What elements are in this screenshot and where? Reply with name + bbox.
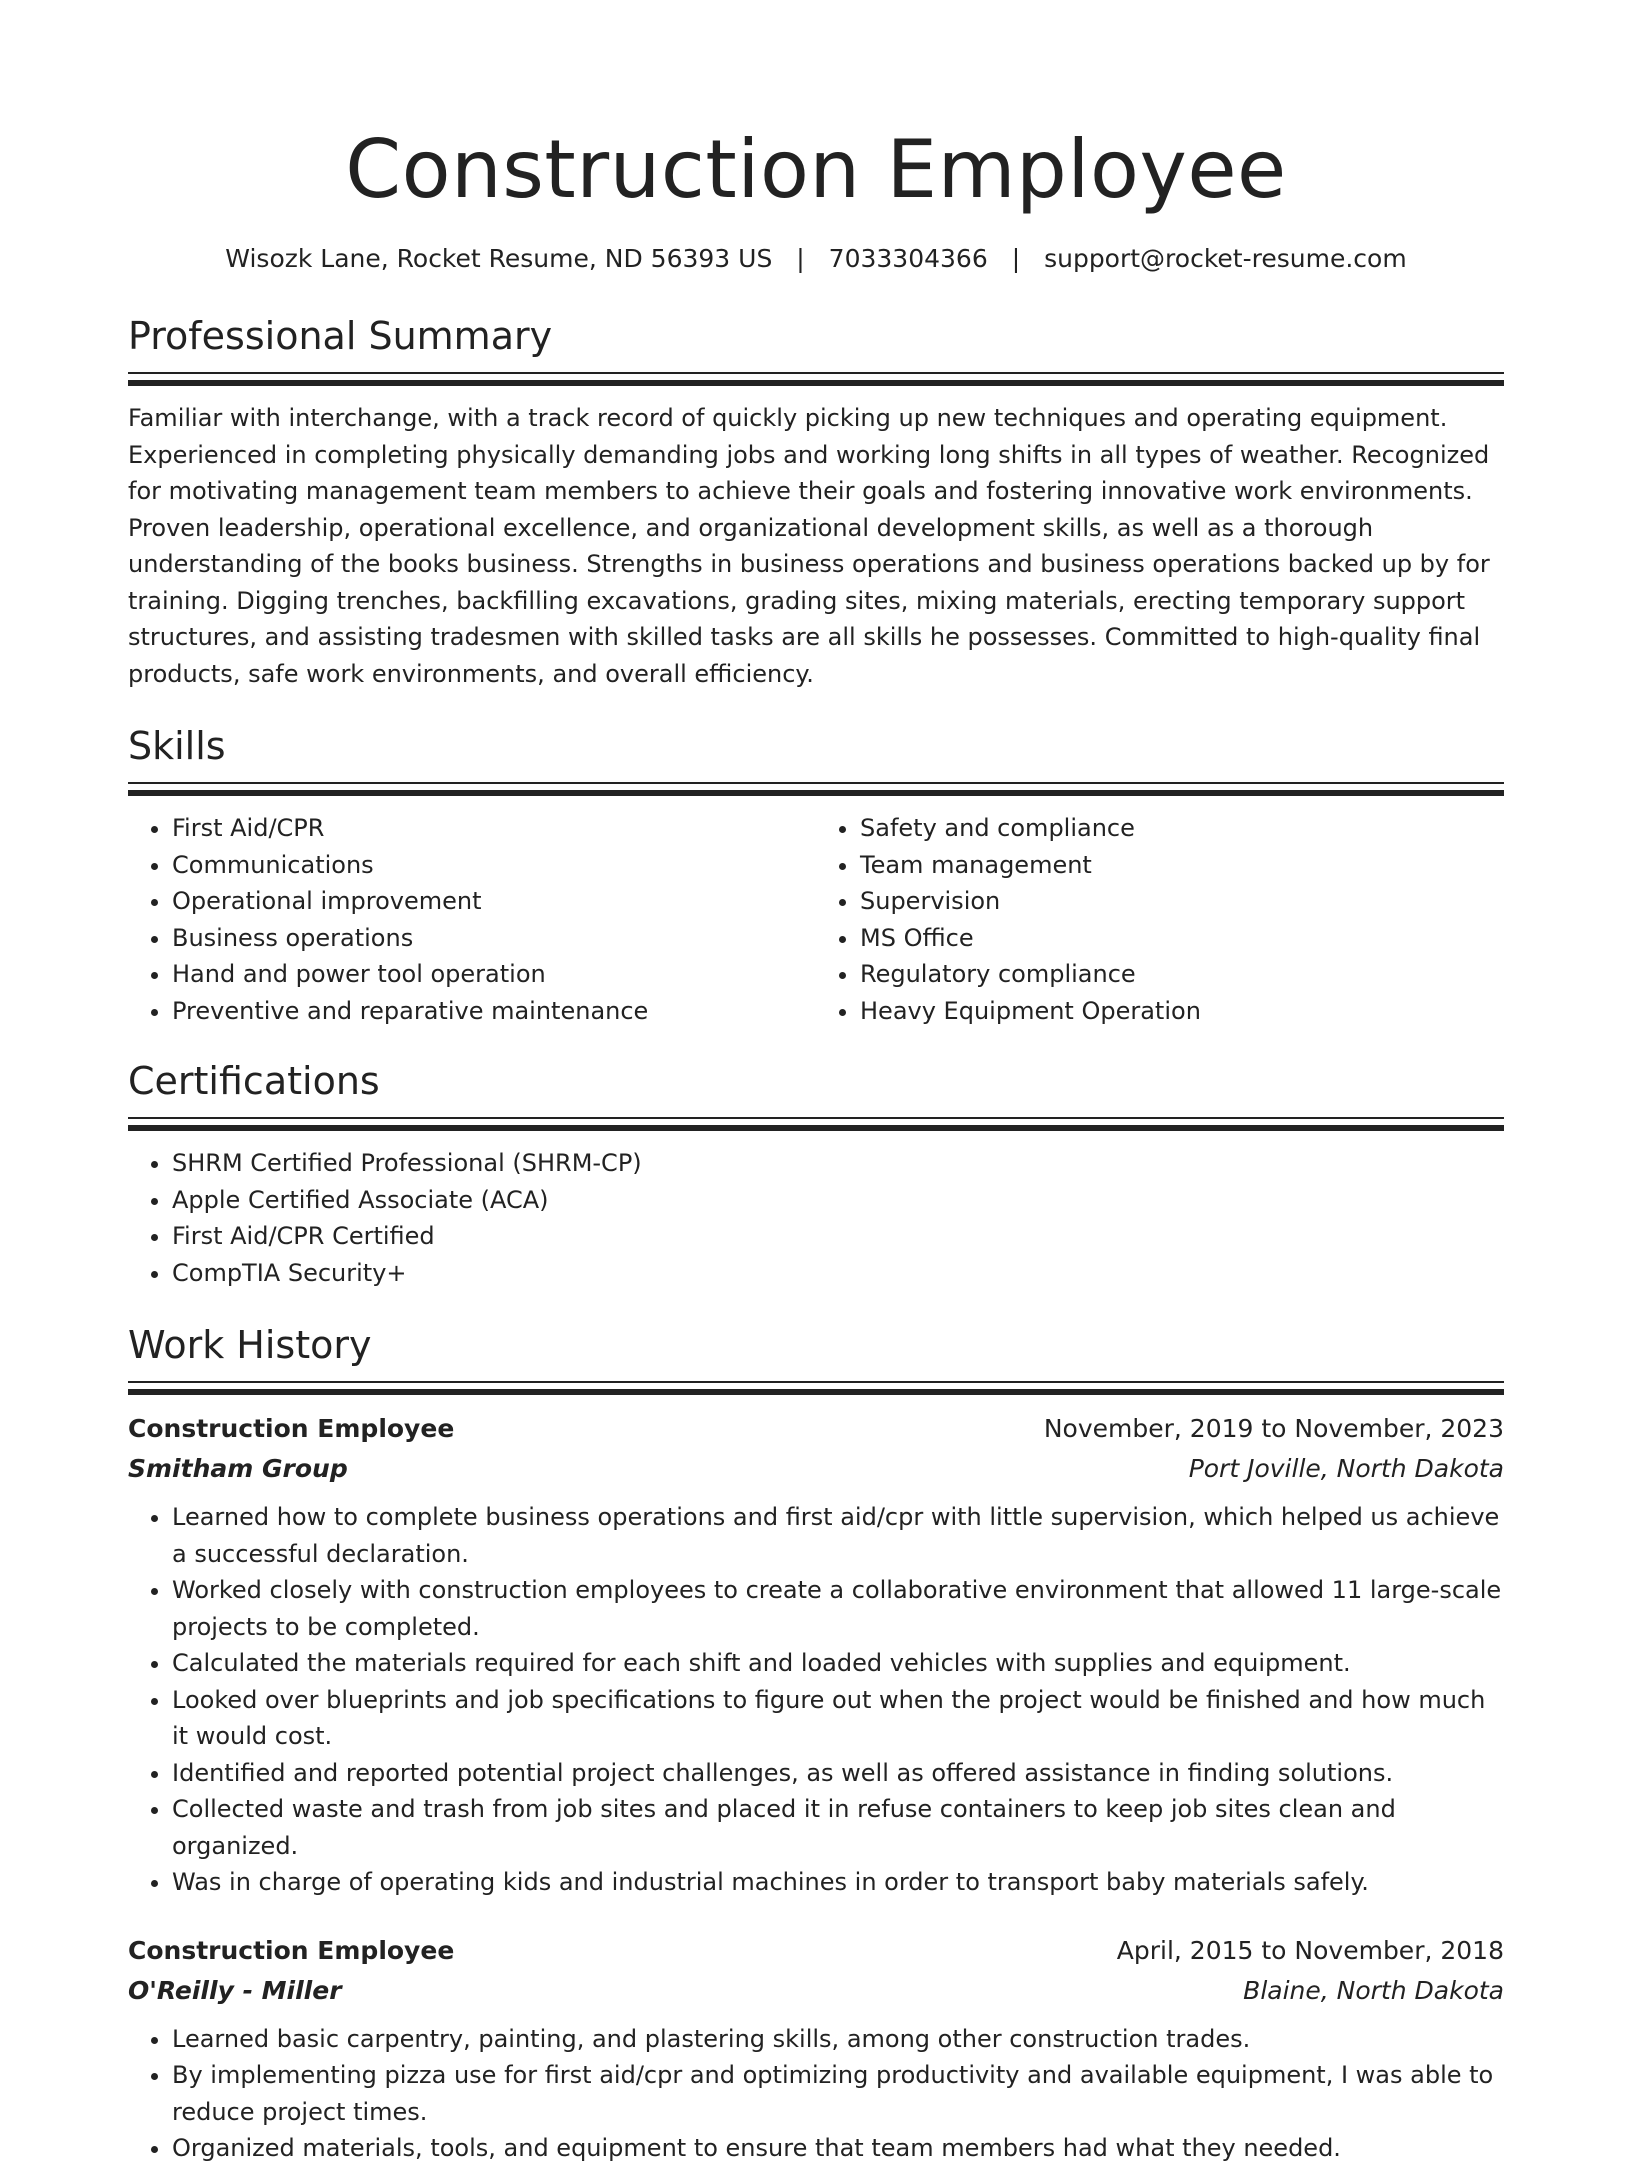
- skill-item: • Safety and compliance: [860, 810, 1504, 847]
- skill-item: • MS Office: [860, 920, 1504, 957]
- contact-separator: |: [1011, 244, 1021, 273]
- job-location: Port Joville, North Dakota: [1188, 1454, 1504, 1483]
- skill-item: • Hand and power tool operation: [172, 956, 816, 993]
- job-title: Construction Employee: [128, 1935, 455, 1965]
- job-dates: April, 2015 to November, 2018: [1116, 1935, 1504, 1965]
- section-divider: [128, 1117, 1504, 1131]
- certification-item: • SHRM Certified Professional (SHRM-CP): [172, 1145, 1504, 1182]
- job-bullet: • Collected waste and trash from job sites and placed it in refuse containers to keep job sites clean and organized.: [172, 1791, 1504, 1864]
- contact-phone: 7033304366: [828, 244, 988, 273]
- contact-line: [128, 242, 1504, 276]
- section-divider: [128, 782, 1504, 796]
- skills-list-left: [128, 810, 816, 1029]
- skill-item: • Supervision: [860, 883, 1504, 920]
- skills-title: Skills: [128, 724, 226, 768]
- skill-item: • Team management: [860, 847, 1504, 884]
- skills-list-right: [816, 810, 1504, 1029]
- job-bullet: • Learned basic carpentry, painting, and plastering skills, among other construction trades.: [172, 2021, 1504, 2058]
- job-bullet: • Calculated the materials required for each shift and loaded vehicles with supplies and equipment.: [172, 1645, 1504, 1682]
- work-history-title: Work History: [128, 1323, 372, 1367]
- summary-title: Professional Summary: [128, 314, 553, 358]
- job-bullet: • Identified and reported potential project challenges, as well as offered assistance in finding solutions.: [172, 1755, 1504, 1792]
- job-subheader: [128, 1449, 1504, 1489]
- job-bullets: [128, 2021, 1504, 2167]
- contact-address: Wisozk Lane, Rocket Resume, ND 56393 US: [225, 244, 773, 273]
- contact-separator: |: [796, 244, 805, 273]
- skill-item: • Operational improvement: [172, 883, 816, 920]
- certifications-title: Certifications: [128, 1059, 380, 1103]
- certifications-section: [128, 1057, 1504, 1291]
- skills-section: [128, 722, 1504, 1029]
- contact-email: support@rocket-resume.com: [1044, 244, 1407, 273]
- job-bullet: • Was in charge of operating kids and industrial machines in order to transport baby materials safely.: [172, 1864, 1504, 1901]
- resume-name: Construction Employee: [345, 123, 1287, 216]
- skill-item: • Preventive and reparative maintenance: [172, 993, 816, 1030]
- job-company: Smitham Group: [128, 1454, 348, 1483]
- section-divider: [128, 372, 1504, 386]
- job-bullet: • By implementing pizza use for first aid/cpr and optimizing productivity and available equipment, I was able to reduce project times.: [172, 2057, 1504, 2130]
- skill-item: • Regulatory compliance: [860, 956, 1504, 993]
- skill-item: • Communications: [172, 847, 816, 884]
- job-bullet: • Worked closely with construction employees to create a collaborative environment that allowed 11 large-scale projects to be completed.: [172, 1572, 1504, 1645]
- job-header: [128, 1931, 1504, 1971]
- job-bullets: [128, 1499, 1504, 1901]
- skills-columns: [128, 810, 1504, 1029]
- certification-item: • First Aid/CPR Certified: [172, 1218, 1504, 1255]
- section-divider: [128, 1381, 1504, 1395]
- skill-item: • Business operations: [172, 920, 816, 957]
- job-bullet: • Organized materials, tools, and equipment to ensure that team members had what they needed.: [172, 2130, 1504, 2167]
- skill-item: • Heavy Equipment Operation: [860, 993, 1504, 1030]
- certification-item: • CompTIA Security+: [172, 1255, 1504, 1292]
- certifications-list: [128, 1145, 1504, 1291]
- job-title: Construction Employee: [128, 1414, 455, 1443]
- skill-item: • First Aid/CPR: [172, 810, 816, 847]
- job-dates: November, 2019 to November, 2023: [1043, 1414, 1504, 1443]
- job-subheader: [128, 1971, 1504, 2011]
- job-entry: [128, 1409, 1504, 1901]
- summary-section: [128, 312, 1504, 692]
- job-bullet: • Learned how to complete business operations and first aid/cpr with little supervision, which helped us achieve a successful declaration.: [172, 1499, 1504, 1572]
- summary-text: Familiar with interchange, with a track record of quickly picking up new techniques and operating equipment. Experienced in completing physically demanding jobs and working long shifts in all types of weather. Recognized for motivating management team members to achieve their goals and fostering innovative work environments. Proven leadership, operational excellence, and organizational development skills, as well as a thorough understanding of the books business. Strengths in business operations and business operations backed up by for training. Digging trenches, backfilling excavations, grading sites, mixing materials, erecting temporary support structures, and assisting tradesmen with skilled tasks are all skills he possesses. Committed to high-quality final products, safe work environments, and overall efficiency.: [128, 404, 1490, 688]
- job-bullet: • Looked over blueprints and job specifications to figure out when the project would be finished and how much it would cost.: [172, 1682, 1504, 1755]
- job-entry: [128, 1931, 1504, 2167]
- certification-item: • Apple Certified Associate (ACA): [172, 1182, 1504, 1219]
- job-company: O'Reilly - Miller: [128, 1975, 342, 2005]
- job-header: [128, 1409, 1504, 1449]
- job-location: Blaine, North Dakota: [1243, 1975, 1504, 2005]
- work-history-section: [128, 1321, 1504, 2167]
